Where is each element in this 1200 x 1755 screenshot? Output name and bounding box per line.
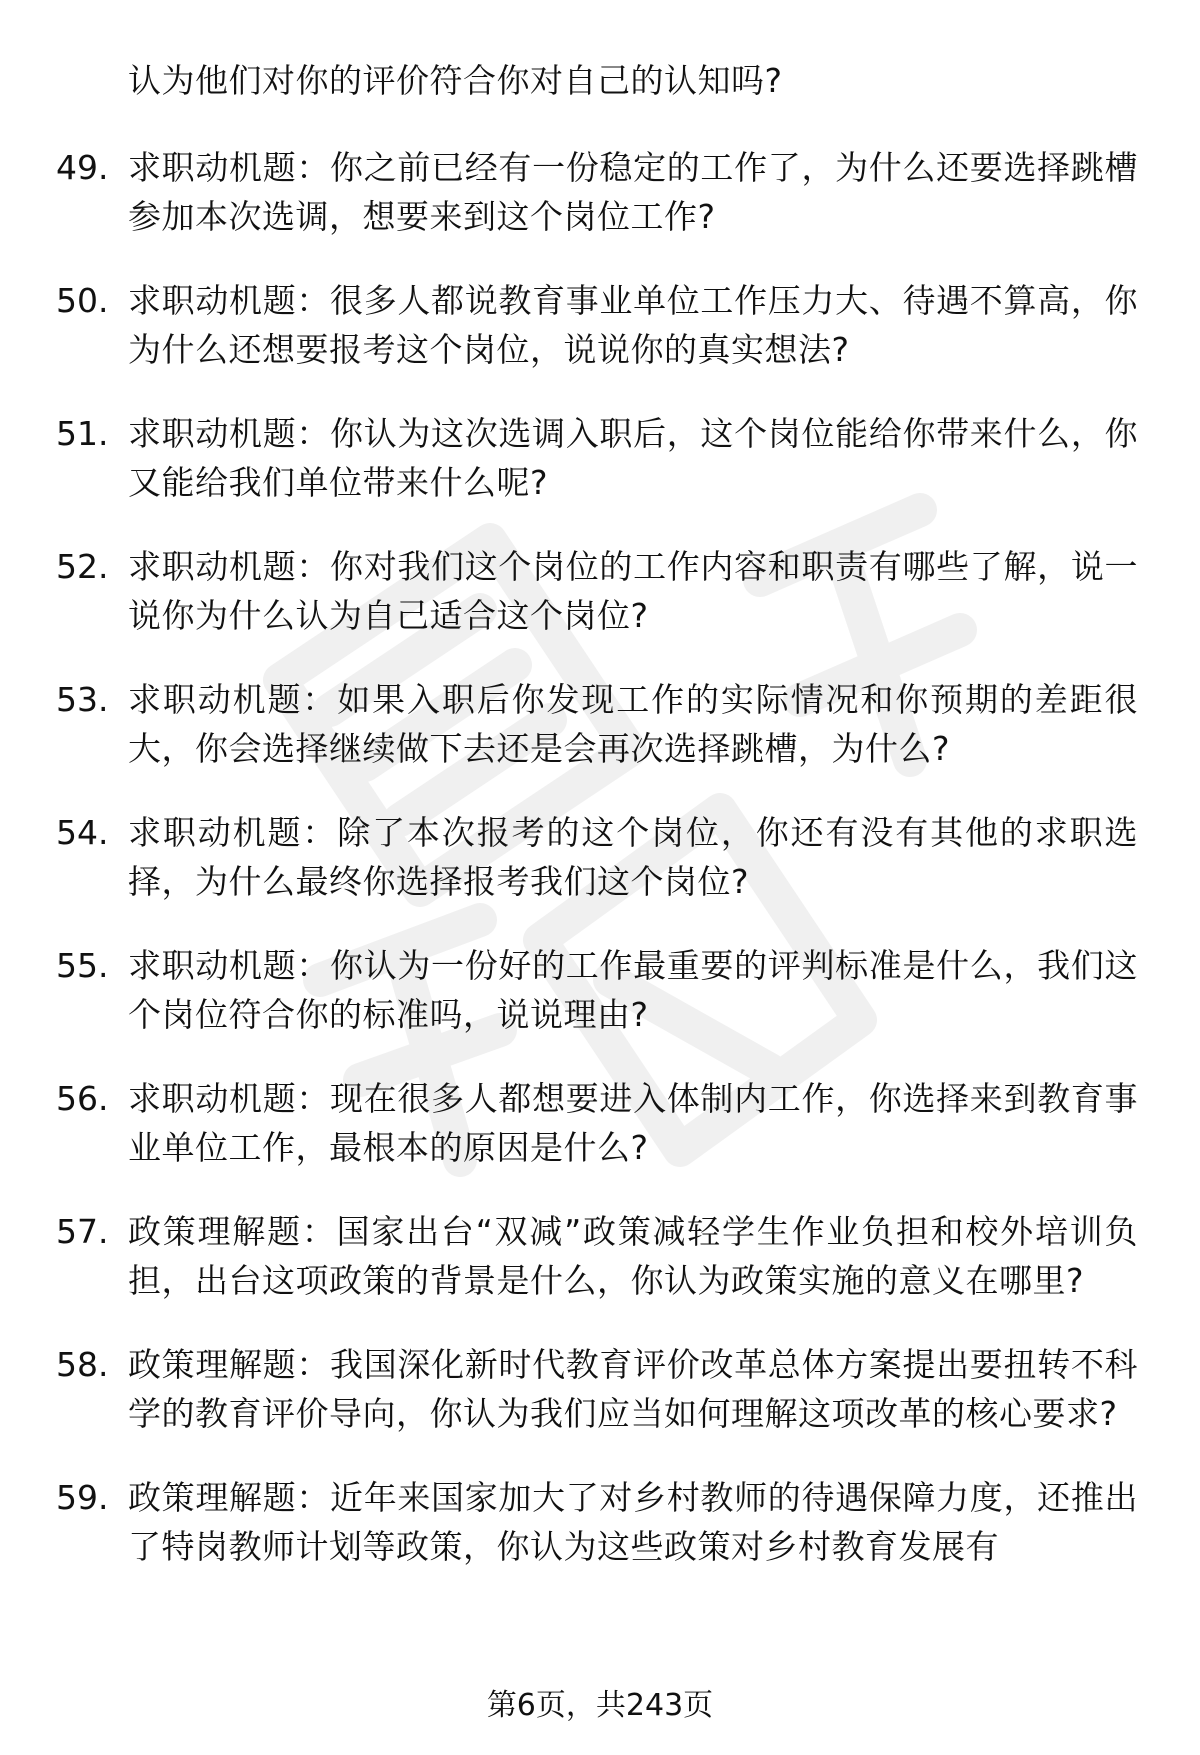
list-item [0, 941, 1200, 1039]
item-number: 54. [56, 813, 109, 852]
item-number: 55. [56, 946, 109, 985]
list-item [0, 675, 1200, 773]
item-number: 50. [56, 281, 109, 320]
item-number: 49. [56, 148, 109, 187]
list-item [0, 1473, 1200, 1571]
list-item [0, 542, 1200, 640]
list-item [0, 1074, 1200, 1172]
item-text: 求职动机题：如果入职后你发现工作的实际情况和你预期的差距很大，你会选择继续做下去还是会再次选择跳槽，为什么? [128, 680, 1138, 768]
item-text: 政策理解题：国家出台“双减”政策减轻学生作业负担和校外培训负担，出台这项政策的背景是什么，你认为政策实施的意义在哪里? [128, 1212, 1138, 1300]
list-item [0, 1207, 1200, 1305]
item-text: 政策理解题：我国深化新时代教育评价改革总体方案提出要扭转不科学的教育评价导向，你认为我们应当如何理解这项改革的核心要求? [128, 1345, 1138, 1433]
item-text: 求职动机题：除了本次报考的这个岗位，你还有没有其他的求职选择，为什么最终你选择报考我们这个岗位? [128, 813, 1138, 901]
question-list [0, 56, 1200, 1606]
continuation-text: 认为他们对你的评价符合你对自己的认知吗? [128, 61, 783, 100]
item-text: 求职动机题：你对我们这个岗位的工作内容和职责有哪些了解，说一说你为什么认为自己适合这个岗位? [128, 547, 1138, 635]
list-item [0, 409, 1200, 507]
item-text: 求职动机题：你认为这次选调入职后，这个岗位能给你带来什么，你又能给我们单位带来什么呢? [128, 414, 1138, 502]
item-text: 求职动机题：你认为一份好的工作最重要的评判标准是什么，我们这个岗位符合你的标准吗，说说理由? [128, 946, 1138, 1034]
item-text: 求职动机题：很多人都说教育事业单位工作压力大、待遇不算高，你为什么还想要报考这个岗位，说说你的真实想法? [128, 281, 1138, 369]
item-number: 53. [56, 680, 109, 719]
item-number: 57. [56, 1212, 109, 1251]
item-number: 52. [56, 547, 109, 586]
list-item [0, 143, 1200, 241]
item-number: 51. [56, 414, 109, 453]
item-text: 求职动机题：你之前已经有一份稳定的工作了，为什么还要选择跳槽参加本次选调，想要来到这个岗位工作? [128, 148, 1138, 236]
item-number: 56. [56, 1079, 109, 1118]
page-footer: 第6页，共243页 [486, 1688, 714, 1723]
list-item [0, 1340, 1200, 1438]
item-number: 58. [56, 1345, 109, 1384]
item-text: 政策理解题：近年来国家加大了对乡村教师的待遇保障力度，还推出了特岗教师计划等政策，你认为这些政策对乡村教育发展有 [128, 1478, 1138, 1566]
item-text: 求职动机题：现在很多人都想要进入体制内工作，你选择来到教育事业单位工作，最根本的原因是什么? [128, 1079, 1138, 1167]
item-number: 59. [56, 1478, 109, 1517]
list-item [0, 808, 1200, 906]
list-item [0, 276, 1200, 374]
